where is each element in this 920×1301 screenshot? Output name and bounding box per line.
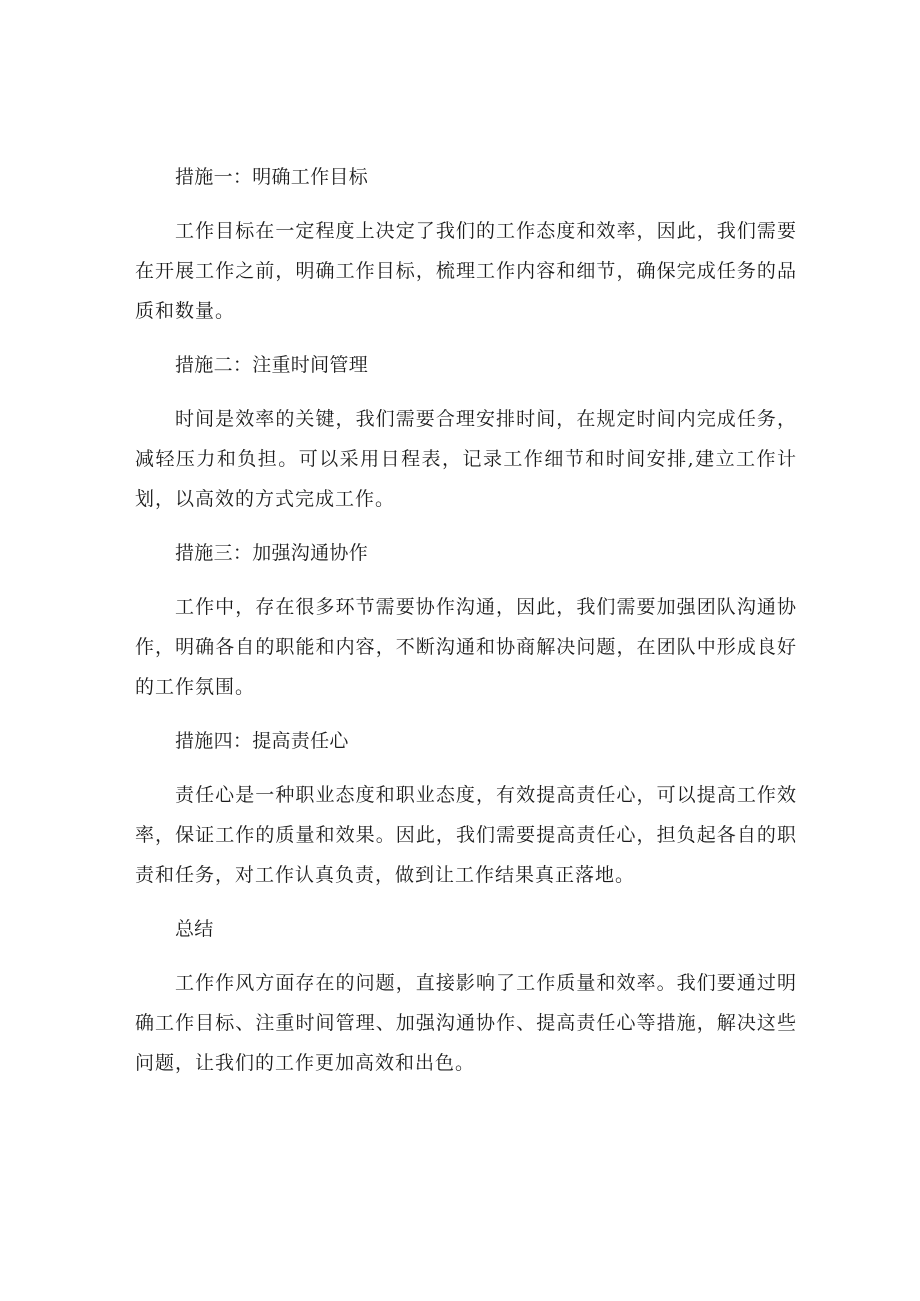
section-heading-3: 措施三：加强沟通协作 [175,542,369,564]
section-paragraph-2: 时间是效率的关键，我们需要合理安排时间，在规定时间内完成任务，减轻压力和负担。可以采用日程表，记录工作细节和时间安排,建立工作计划，以高效的方式完成工作。 [135,408,797,510]
document-body [135,158,797,1098]
section-heading-1: 措施一：明确工作目标 [175,166,369,188]
summary-paragraph: 工作作风方面存在的问题，直接影响了工作质量和效率。我们要通过明确工作目标、注重时间管理、加强沟通协作、提高责任心等措施，解决这些问题，让我们的工作更加高效和出色。 [135,972,797,1074]
section-heading-4: 措施四：提高责任心 [175,730,349,752]
summary-heading: 总结 [175,918,214,940]
section-paragraph-1: 工作目标在一定程度上决定了我们的工作态度和效率，因此，我们需要在开展工作之前，明确工作目标，梳理工作内容和细节，确保完成任务的品质和数量。 [135,220,797,322]
section-paragraph-3: 工作中，存在很多环节需要协作沟通，因此，我们需要加强团队沟通协作，明确各自的职能和内容，不断沟通和协商解决问题，在团队中形成良好的工作氛围。 [135,596,797,698]
section-paragraph-4: 责任心是一种职业态度和职业态度，有效提高责任心，可以提高工作效率，保证工作的质量和效果。因此，我们需要提高责任心，担负起各自的职责和任务，对工作认真负责，做到让工作结果真正落地。 [135,784,797,886]
section-heading-2: 措施二：注重时间管理 [175,354,369,376]
